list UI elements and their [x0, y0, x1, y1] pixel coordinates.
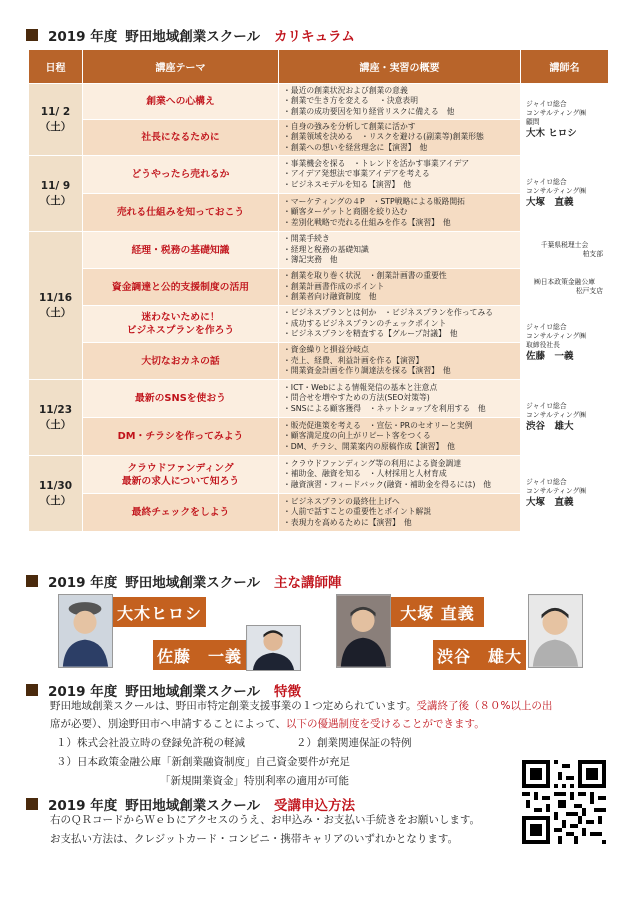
- detail-cell: [279, 456, 521, 494]
- lecturer-org: コンサルティング㈱: [526, 187, 587, 195]
- curriculum-table: [28, 49, 609, 532]
- theme-cell: [83, 84, 279, 120]
- person-icon: [59, 595, 112, 667]
- theme-title: DM・チラシを作ってみよう: [117, 431, 244, 442]
- table-row: [29, 306, 609, 343]
- section-label: カリキュラム: [274, 29, 355, 45]
- detail-line: ・創業への想いを経営理念に【演習】 他: [283, 142, 428, 152]
- lecturer-org: ジャイロ総合: [526, 322, 567, 331]
- features-line-2: [50, 715, 485, 733]
- lecturer-name: 佐藤 一義: [526, 350, 574, 362]
- theme-title: 売れる仕組みを知っておこう: [116, 207, 245, 218]
- detail-line: ・SNSによる顧客獲得 ・ネットショップを利用する 他: [283, 403, 486, 413]
- detail-line: ・融資演習・フィードバック(融資・補助金を得るには) 他: [283, 479, 492, 489]
- square-bullet-icon: [26, 798, 38, 810]
- theme-title: 経理・税務の基礎知識: [131, 244, 230, 256]
- detail-cell: [279, 306, 521, 343]
- section-school: 野田地域創業スクール: [125, 798, 261, 814]
- weekday-text: （土）: [39, 120, 72, 133]
- theme-cell: [83, 269, 279, 306]
- person-icon: [337, 595, 390, 667]
- header-date: 日程: [29, 50, 83, 84]
- lecturer-photo: [246, 625, 301, 671]
- lecturer-name: 大塚 直義: [526, 497, 574, 508]
- theme-cell: [83, 456, 279, 494]
- lecturer-org: 松戸支店: [575, 287, 603, 295]
- lecturer-org: ジャイロ総合: [526, 402, 567, 410]
- lecturer-org: 柏支部: [582, 250, 603, 258]
- features-highlight: 以下の優遇制度を受けることができます。: [286, 718, 485, 730]
- lecturer-org: ジャイロ総合: [526, 99, 567, 108]
- person-icon: [529, 595, 582, 667]
- feature-item: 「新規開業資金」特別利率の適用が可能: [160, 775, 349, 787]
- lecturer-title: 取締役社長: [526, 340, 560, 349]
- lecturer-cell: [521, 269, 609, 306]
- lecturer-org: コンサルティング㈱: [526, 411, 587, 419]
- detail-line: ・創業を取り巻く状況 ・創業計画書の重要性: [283, 271, 447, 281]
- detail-line: ・マーケティングの４P ・STP戦略による販路開拓: [283, 196, 465, 206]
- detail-line: ・創業領域を決める ・リスクを避ける(副業等)創業形態: [283, 132, 484, 142]
- lecturer-cell: [521, 380, 609, 456]
- detail-line: ・ICT・Webによる情報発信の基本と注意点: [283, 382, 438, 392]
- detail-line: ・開業資金計画を作り調達法を探る【演習】 他: [283, 366, 451, 376]
- theme-title: 社長になるために: [141, 132, 220, 143]
- section-label: 特徴: [274, 684, 302, 700]
- detail-cell: [279, 156, 521, 194]
- square-bullet-icon: [26, 684, 38, 696]
- detail-line: ・事業機会を探る ・トレンドを活かす事業アイデア: [283, 158, 470, 168]
- lecturer-name: 大塚 直義: [526, 197, 574, 208]
- detail-line: ・ビジネスプランを精査する【グループ討議】 他: [283, 329, 458, 339]
- date-text: 11/ 9: [40, 179, 71, 192]
- theme-cell: [83, 120, 279, 156]
- lecturer-org: 千葉県税理士会: [540, 241, 589, 249]
- theme-title: 最終チェックをしよう: [131, 507, 230, 518]
- theme-cell: [83, 194, 279, 232]
- lecturer-cell: [521, 232, 609, 269]
- table-row: [29, 456, 609, 494]
- detail-line: ・顧客ターゲットと商圏を絞り込む: [283, 207, 408, 217]
- table-row: [29, 380, 609, 418]
- feature-item: ３）日本政策金融公庫「新創業融資制度」自己資金要件が充足: [56, 756, 350, 768]
- detail-cell: [279, 380, 521, 418]
- detail-line: ・クラウドファンディング等の利用による資金調達: [283, 458, 462, 468]
- date-text: 11/30: [38, 479, 73, 492]
- lecturer-photo: [528, 594, 583, 668]
- theme-cell: [83, 343, 279, 380]
- detail-cell: [279, 343, 521, 380]
- detail-line: ・DM、チラシ、開業案内の原稿作成【演習】 他: [283, 441, 455, 451]
- theme-title: 資金調達と公的支援制度の活用: [111, 281, 250, 293]
- detail-line: ・最近の創業状況および創業の意義: [283, 85, 408, 95]
- date-text: 11/16: [38, 291, 73, 304]
- theme-title: クラウドファンディング: [127, 462, 234, 474]
- lecturer-name-box: 大木ヒロシ: [113, 597, 206, 627]
- theme-title: 最新の求人について知ろう: [121, 475, 240, 487]
- lecturer-title: 顧問: [526, 117, 540, 126]
- detail-line: ・開業手続き: [283, 234, 330, 244]
- lecturer-org: コンサルティング㈱: [526, 331, 587, 340]
- detail-line: ・創業で生き方を変える ・決意表明: [283, 96, 419, 106]
- theme-cell: [83, 306, 279, 343]
- detail-line: ・ビジネスプランの最終仕上げへ: [283, 496, 400, 506]
- detail-line: ・売上、経費、利益計画を作る【演習】: [283, 355, 424, 365]
- theme-title: 大切なおカネの話: [141, 355, 220, 367]
- weekday-text: （土）: [39, 306, 72, 319]
- detail-line: ・販売促進策を考える ・宣伝・PRのセオリーと実例: [283, 420, 473, 430]
- table-header-row: [29, 50, 609, 84]
- detail-cell: [279, 84, 521, 120]
- date-cell: [29, 456, 83, 532]
- lecturer-cell: [521, 306, 609, 380]
- lecturer-cell: [521, 156, 609, 232]
- features-highlight: 受講終了後（８０%以上の出: [416, 700, 553, 712]
- weekday-text: （土）: [39, 418, 72, 431]
- theme-cell: [83, 232, 279, 269]
- detail-line: ・アイデア発想法で事業アイデアを考える: [283, 169, 430, 179]
- section-year: 2019 年度: [48, 29, 118, 45]
- table-row: [29, 269, 609, 306]
- date-cell: [29, 84, 83, 156]
- detail-line: ・差別化戦略で売れる仕組みを作る【演習】 他: [283, 217, 451, 227]
- theme-title: 最新のSNSを使おう: [135, 393, 226, 404]
- theme-title: 迷わないために！: [141, 312, 220, 323]
- theme-cell: [83, 156, 279, 194]
- date-cell: [29, 380, 83, 456]
- theme-title: どうやったら売れるか: [131, 169, 230, 180]
- theme-cell: [83, 380, 279, 418]
- detail-line: ・資金繰りと損益分岐点: [283, 345, 369, 355]
- header-detail: 講座・実習の概要: [279, 50, 521, 84]
- section-school: 野田地域創業スクール: [125, 684, 261, 700]
- lecturer-cell: [521, 84, 609, 156]
- date-text: 11/23: [38, 403, 73, 416]
- feature-item: １）株式会社設立時の登録免許税の軽減: [56, 737, 245, 749]
- square-bullet-icon: [26, 575, 38, 587]
- lecturer-name-box: 大塚 直義: [391, 597, 484, 627]
- table-row: [29, 84, 609, 120]
- weekday-text: （土）: [39, 194, 72, 207]
- detail-line: ・創業の成功要因を知り経営リスクに備える 他: [283, 106, 455, 116]
- detail-cell: [279, 494, 521, 532]
- lecturer-name-box: 佐藤 一義: [153, 640, 246, 670]
- date-cell: [29, 232, 83, 380]
- detail-line: ・問合せを増やすための方法(SEO対策等): [283, 393, 430, 403]
- lecturer-name-box: 渋谷 雄大: [433, 640, 526, 670]
- section-header-curriculum: [26, 25, 355, 45]
- lecturer-name: 大木 ヒロシ: [526, 127, 577, 139]
- lecturer-org: ㈱日本政策金融公庫: [533, 278, 596, 286]
- date-text: 11/ 2: [40, 105, 71, 118]
- features-text: 席が必要）、別途野田市へ申請することによって、: [50, 718, 287, 730]
- lecturer-org: ジャイロ総合: [526, 178, 567, 186]
- lecturer-name: 渋谷 雄大: [526, 421, 574, 432]
- theme-title: 創業への心構え: [146, 96, 215, 107]
- detail-line: ・ビジネスプランとは何か ・ビジネスプランを作ってみる: [283, 308, 494, 318]
- apply-line-1: 右のＱＲコードからＷｅｂにアクセスのうえ、お申込み・お支払い手続きをお願いします。: [50, 814, 480, 826]
- qr-code-icon[interactable]: [522, 760, 606, 844]
- section-school: 野田地域創業スクール: [125, 575, 261, 591]
- detail-cell: [279, 194, 521, 232]
- detail-line: ・人前で話すことの重要性とポイント解説: [283, 507, 432, 517]
- table-row: [29, 156, 609, 194]
- detail-line: ・表現力を高めるために【演習】 他: [283, 517, 412, 527]
- date-cell: [29, 156, 83, 232]
- section-label: 主な講師陣: [274, 575, 342, 591]
- lecturer-photo: [336, 594, 391, 668]
- detail-line: ・経理と税務の基礎知識: [283, 244, 369, 254]
- weekday-text: （土）: [39, 494, 72, 507]
- detail-line: ・補助金、融資を知る ・人材採用と人材育成: [283, 469, 447, 479]
- header-lecturer: 講師名: [521, 50, 609, 84]
- detail-line: ・成功するビジネスプランのチェックポイント: [283, 318, 447, 328]
- detail-cell: [279, 120, 521, 156]
- section-year: 2019 年度: [48, 798, 118, 814]
- lecturer-org: コンサルティング㈱: [526, 487, 587, 495]
- detail-line: ・自身の強みを分析して創業に活かす: [283, 121, 416, 131]
- detail-line: ・ビジネスモデルを知る【演習】 他: [283, 179, 412, 189]
- lecturer-cell: [521, 456, 609, 532]
- person-icon: [247, 626, 300, 670]
- section-school: 野田地域創業スクール: [125, 29, 261, 45]
- theme-cell: [83, 494, 279, 532]
- lecturer-photo: [58, 594, 113, 668]
- theme-cell: [83, 418, 279, 456]
- section-year: 2019 年度: [48, 684, 118, 700]
- detail-line: ・創業計画書作成のポイント: [283, 281, 385, 291]
- detail-line: ・顧客満足度の向上がリピート客をつくる: [283, 431, 431, 441]
- detail-cell: [279, 269, 521, 306]
- detail-cell: [279, 232, 521, 269]
- section-header-lecturers: [26, 571, 342, 591]
- apply-line-2: お支払い方法は、クレジットカード・コンビニ・携帯キャリアのいずれかとなります。: [50, 833, 459, 845]
- feature-item: ２）創業関連保証の特例: [296, 737, 412, 749]
- detail-line: ・創業者向け融資制度 他: [283, 292, 377, 302]
- detail-line: ・簿記実務 他: [283, 255, 338, 265]
- square-bullet-icon: [26, 29, 38, 41]
- detail-cell: [279, 418, 521, 456]
- header-theme: 講座テーマ: [83, 50, 279, 84]
- theme-title: ビジネスプランを作ろう: [126, 325, 235, 336]
- lecturer-org: コンサルティング㈱: [526, 108, 587, 117]
- features-text: 野田地域創業スクールは、野田市特定創業支援事業の１つ定められています。: [50, 700, 417, 712]
- section-year: 2019 年度: [48, 575, 118, 591]
- features-line-1: [50, 697, 552, 715]
- section-label: 受講申込方法: [274, 798, 356, 814]
- lecturer-org: ジャイロ総合: [526, 478, 567, 486]
- table-row: [29, 232, 609, 269]
